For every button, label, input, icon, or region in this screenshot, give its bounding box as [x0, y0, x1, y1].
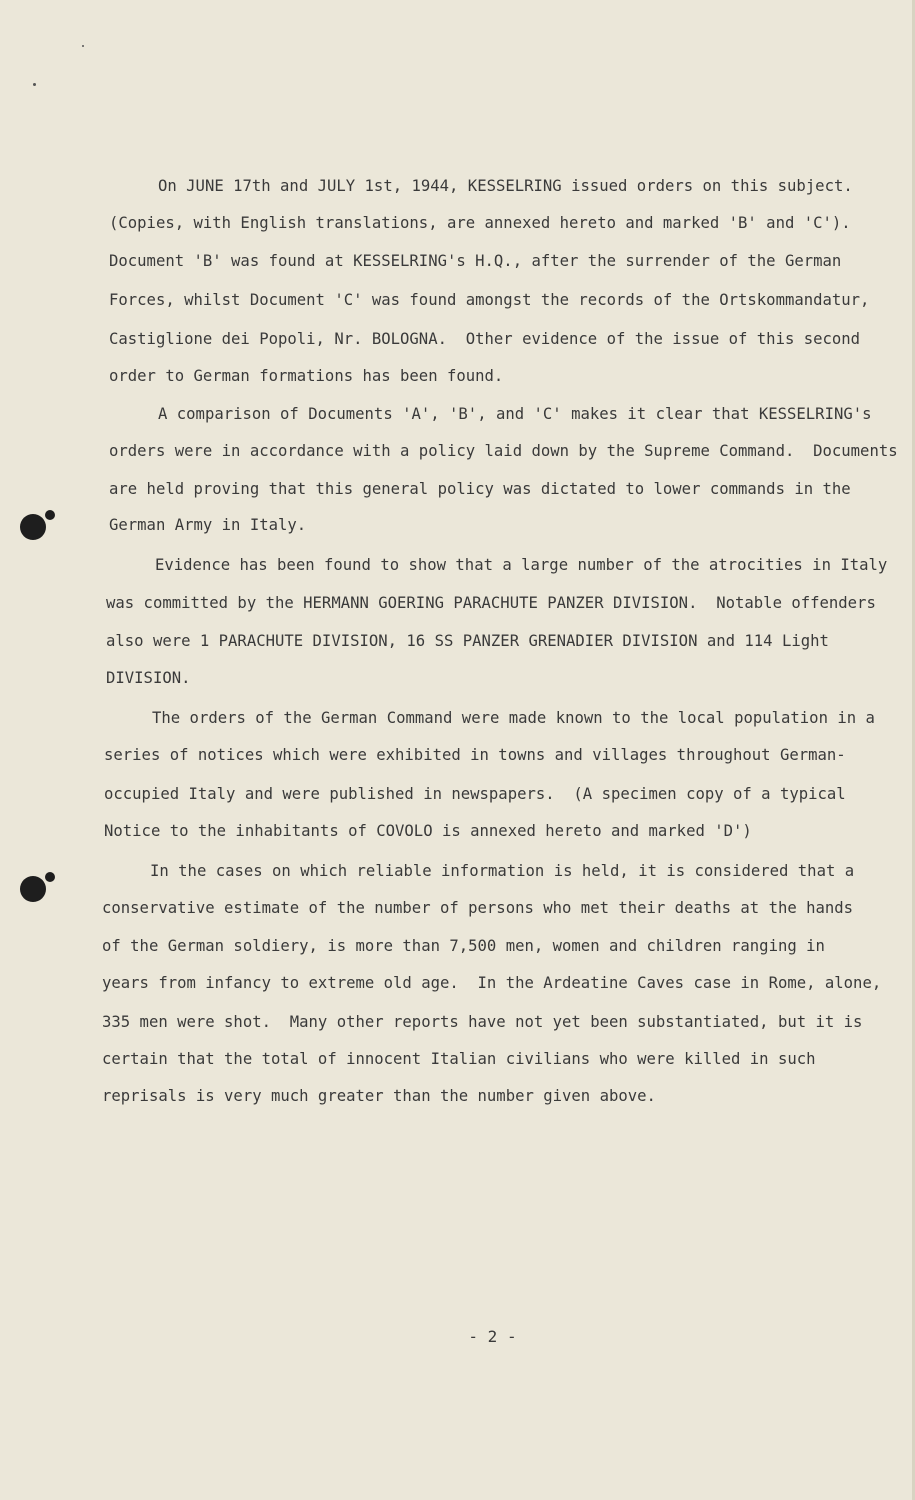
text-line-15: The orders of the German Command were made known to the local population in a	[152, 709, 875, 727]
page-number: - 2 -	[468, 1327, 517, 1346]
text-line-14: DIVISION.	[106, 669, 191, 687]
text-line-2: (Copies, with English translations, are annexed hereto and marked 'B' and 'C').	[109, 214, 851, 232]
text-line-7: A comparison of Documents 'A', 'B', and 'C' makes it clear that KESSELRING's	[158, 405, 872, 423]
speck-mark	[82, 45, 84, 47]
text-line-11: Evidence has been found to show that a large number of the atrocities in Italy	[155, 556, 888, 574]
text-line-18: Notice to the inhabitants of COVOLO is annexed hereto and marked 'D')	[104, 822, 752, 840]
text-line-10: German Army in Italy.	[109, 516, 307, 534]
text-line-9: are held proving that this general policy was dictated to lower commands in the	[109, 480, 851, 498]
punch-hole	[20, 876, 46, 902]
text-line-24: certain that the total of innocent Italian civilians who were killed in such	[102, 1050, 816, 1068]
text-line-4: Forces, whilst Document 'C' was found amongst the records of the Ortskommandatur,	[109, 291, 870, 309]
text-line-1: On JUNE 17th and JULY 1st, 1944, KESSELRING issued orders on this subject.	[158, 177, 853, 195]
text-line-6: order to German formations has been found.	[109, 367, 504, 385]
text-line-13: also were 1 PARACHUTE DIVISION, 16 SS PANZER GRENADIER DIVISION and 114 Light	[106, 632, 829, 650]
text-line-12: was committed by the HERMANN GOERING PARACHUTE PANZER DIVISION. Notable offenders	[106, 594, 876, 612]
text-line-19: In the cases on which reliable information is held, it is considered that a	[150, 862, 855, 880]
text-line-16: series of notices which were exhibited in towns and villages throughout German-	[104, 746, 846, 764]
text-line-21: of the German soldiery, is more than 7,500 men, women and children ranging in	[102, 937, 825, 955]
text-line-22: years from infancy to extreme old age. In the Ardeatine Caves case in Rome, alone,	[102, 974, 882, 992]
text-line-25: reprisals is very much greater than the number given above.	[102, 1087, 656, 1105]
text-line-5: Castiglione dei Popoli, Nr. BOLOGNA. Other evidence of the issue of this second	[109, 330, 861, 348]
punch-hole	[20, 514, 46, 540]
text-line-17: occupied Italy and were published in newspapers. (A specimen copy of a typical	[104, 785, 846, 803]
text-line-8: orders were in accordance with a policy laid down by the Supreme Command. Documents	[109, 442, 898, 460]
text-line-23: 335 men were shot. Many other reports have not yet been substantiated, but it is	[102, 1013, 863, 1031]
speck-mark	[33, 83, 36, 86]
text-line-20: conservative estimate of the number of persons who met their deaths at the hands	[102, 899, 854, 917]
text-line-3: Document 'B' was found at KESSELRING's H.Q., after the surrender of the German	[109, 252, 842, 270]
